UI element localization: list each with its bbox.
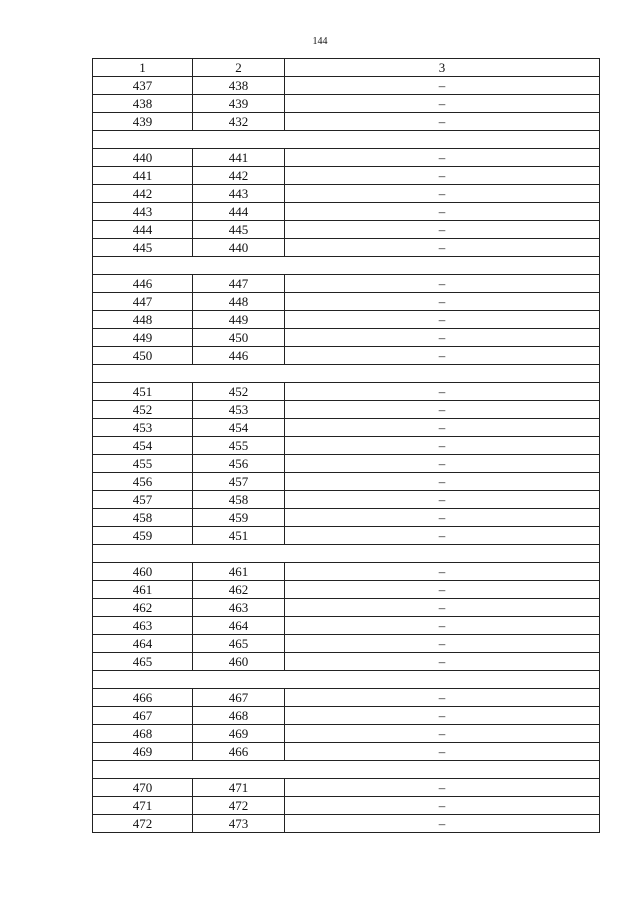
table-row: [93, 311, 600, 329]
table-cell: 462: [193, 581, 285, 599]
table-row: [93, 419, 600, 437]
table-row: [93, 707, 600, 725]
table-cell: 441: [193, 149, 285, 167]
table-cell: 471: [93, 797, 193, 815]
table-row: [93, 383, 600, 401]
table-row: [93, 635, 600, 653]
table-cell: 443: [93, 203, 193, 221]
table-cell: 468: [193, 707, 285, 725]
table-cell: –: [285, 617, 600, 635]
table-row: [93, 473, 600, 491]
table-row: [93, 401, 600, 419]
table-cell: 455: [93, 455, 193, 473]
table-cell: –: [285, 599, 600, 617]
table-cell: 448: [93, 311, 193, 329]
table-row: [93, 527, 600, 545]
table-cell: 440: [193, 239, 285, 257]
group-separator-row: [93, 257, 600, 275]
table-cell: –: [285, 581, 600, 599]
table-cell: 450: [193, 329, 285, 347]
table-cell: 471: [193, 779, 285, 797]
table-cell: 450: [93, 347, 193, 365]
table-cell: 464: [93, 635, 193, 653]
table-row: [93, 275, 600, 293]
table-cell: 463: [193, 599, 285, 617]
table-row: [93, 167, 600, 185]
table-cell: –: [285, 419, 600, 437]
separator-cell: [93, 365, 600, 383]
table-row: [93, 203, 600, 221]
table-cell: 448: [193, 293, 285, 311]
table-cell: –: [285, 113, 600, 131]
table-cell: 447: [93, 293, 193, 311]
table-cell: 445: [193, 221, 285, 239]
column-header: 3: [285, 59, 600, 77]
table-row: [93, 293, 600, 311]
separator-cell: [93, 671, 600, 689]
table-cell: –: [285, 797, 600, 815]
table-row: [93, 437, 600, 455]
table-cell: –: [285, 167, 600, 185]
table-row: [93, 185, 600, 203]
table-cell: –: [285, 725, 600, 743]
table-cell: 462: [93, 599, 193, 617]
table-cell: –: [285, 203, 600, 221]
table-cell: 445: [93, 239, 193, 257]
table-cell: –: [285, 527, 600, 545]
table-cell: 458: [193, 491, 285, 509]
data-table: [92, 58, 600, 833]
table-row: [93, 779, 600, 797]
table-cell: –: [285, 509, 600, 527]
table-cell: –: [285, 149, 600, 167]
table-cell: 469: [193, 725, 285, 743]
table-cell: 454: [193, 419, 285, 437]
table-cell: 467: [193, 689, 285, 707]
table-cell: –: [285, 437, 600, 455]
table-cell: –: [285, 221, 600, 239]
table-cell: –: [285, 239, 600, 257]
table-row: [93, 491, 600, 509]
table-row: [93, 509, 600, 527]
table-cell: –: [285, 77, 600, 95]
table-cell: 449: [93, 329, 193, 347]
table-row: [93, 113, 600, 131]
table-cell: –: [285, 455, 600, 473]
table-cell: –: [285, 401, 600, 419]
table-row: [93, 581, 600, 599]
table-cell: 459: [193, 509, 285, 527]
table-row: [93, 329, 600, 347]
table-cell: –: [285, 563, 600, 581]
table-row: [93, 599, 600, 617]
table-row: [93, 689, 600, 707]
table-cell: 446: [193, 347, 285, 365]
table-cell: 460: [93, 563, 193, 581]
table-row: [93, 797, 600, 815]
table-cell: 451: [93, 383, 193, 401]
table-cell: 457: [93, 491, 193, 509]
table-cell: 467: [93, 707, 193, 725]
table-cell: 453: [193, 401, 285, 419]
table-row: [93, 95, 600, 113]
table-cell: 438: [193, 77, 285, 95]
table-cell: 456: [93, 473, 193, 491]
table-row: [93, 347, 600, 365]
table-cell: 473: [193, 815, 285, 833]
table-cell: 439: [93, 113, 193, 131]
table-row: [93, 239, 600, 257]
table-cell: 468: [93, 725, 193, 743]
table-cell: –: [285, 311, 600, 329]
table-cell: 466: [193, 743, 285, 761]
table-cell: 442: [193, 167, 285, 185]
table-row: [93, 815, 600, 833]
table-cell: –: [285, 473, 600, 491]
table-cell: –: [285, 95, 600, 113]
table-cell: 449: [193, 311, 285, 329]
table-cell: 452: [93, 401, 193, 419]
column-header: 2: [193, 59, 285, 77]
table-cell: 440: [93, 149, 193, 167]
column-header: 1: [93, 59, 193, 77]
table-cell: 446: [93, 275, 193, 293]
table-cell: 459: [93, 527, 193, 545]
table-cell: 463: [93, 617, 193, 635]
table-body: [93, 77, 600, 833]
group-separator-row: [93, 131, 600, 149]
page-number: 144: [312, 36, 328, 47]
table-cell: –: [285, 653, 600, 671]
table-cell: –: [285, 779, 600, 797]
table-cell: –: [285, 689, 600, 707]
table-cell: 444: [193, 203, 285, 221]
table-row: [93, 563, 600, 581]
table-row: [93, 653, 600, 671]
table-cell: –: [285, 383, 600, 401]
table-cell: –: [285, 707, 600, 725]
group-separator-row: [93, 365, 600, 383]
table-cell: 460: [193, 653, 285, 671]
table-cell: 458: [93, 509, 193, 527]
group-separator-row: [93, 545, 600, 563]
table-cell: 441: [93, 167, 193, 185]
table-cell: 437: [93, 77, 193, 95]
separator-cell: [93, 131, 600, 149]
table-cell: 465: [193, 635, 285, 653]
table-cell: 444: [93, 221, 193, 239]
table-cell: 461: [93, 581, 193, 599]
table-row: [93, 149, 600, 167]
table-cell: 455: [193, 437, 285, 455]
table-header-row: [93, 59, 600, 77]
table-cell: –: [285, 635, 600, 653]
table-cell: 464: [193, 617, 285, 635]
table-cell: 456: [193, 455, 285, 473]
group-separator-row: [93, 671, 600, 689]
table-cell: 453: [93, 419, 193, 437]
table-cell: 443: [193, 185, 285, 203]
group-separator-row: [93, 761, 600, 779]
table-cell: –: [285, 185, 600, 203]
table-cell: –: [285, 815, 600, 833]
table-cell: 454: [93, 437, 193, 455]
table-cell: 447: [193, 275, 285, 293]
table-cell: 469: [93, 743, 193, 761]
table-cell: –: [285, 347, 600, 365]
table-cell: 466: [93, 689, 193, 707]
table-cell: 438: [93, 95, 193, 113]
table-cell: –: [285, 491, 600, 509]
table-cell: 452: [193, 383, 285, 401]
table-cell: 451: [193, 527, 285, 545]
table-cell: –: [285, 275, 600, 293]
table-cell: –: [285, 743, 600, 761]
separator-cell: [93, 761, 600, 779]
table-cell: 457: [193, 473, 285, 491]
table-cell: 442: [93, 185, 193, 203]
table-row: [93, 617, 600, 635]
table-cell: 472: [93, 815, 193, 833]
table-row: [93, 455, 600, 473]
table-row: [93, 221, 600, 239]
table-cell: 470: [93, 779, 193, 797]
table-cell: 465: [93, 653, 193, 671]
table-cell: 432: [193, 113, 285, 131]
table-row: [93, 725, 600, 743]
table-row: [93, 77, 600, 95]
table-cell: 461: [193, 563, 285, 581]
table-cell: –: [285, 293, 600, 311]
table-cell: 472: [193, 797, 285, 815]
table-row: [93, 743, 600, 761]
table-cell: 439: [193, 95, 285, 113]
separator-cell: [93, 257, 600, 275]
table-cell: –: [285, 329, 600, 347]
separator-cell: [93, 545, 600, 563]
